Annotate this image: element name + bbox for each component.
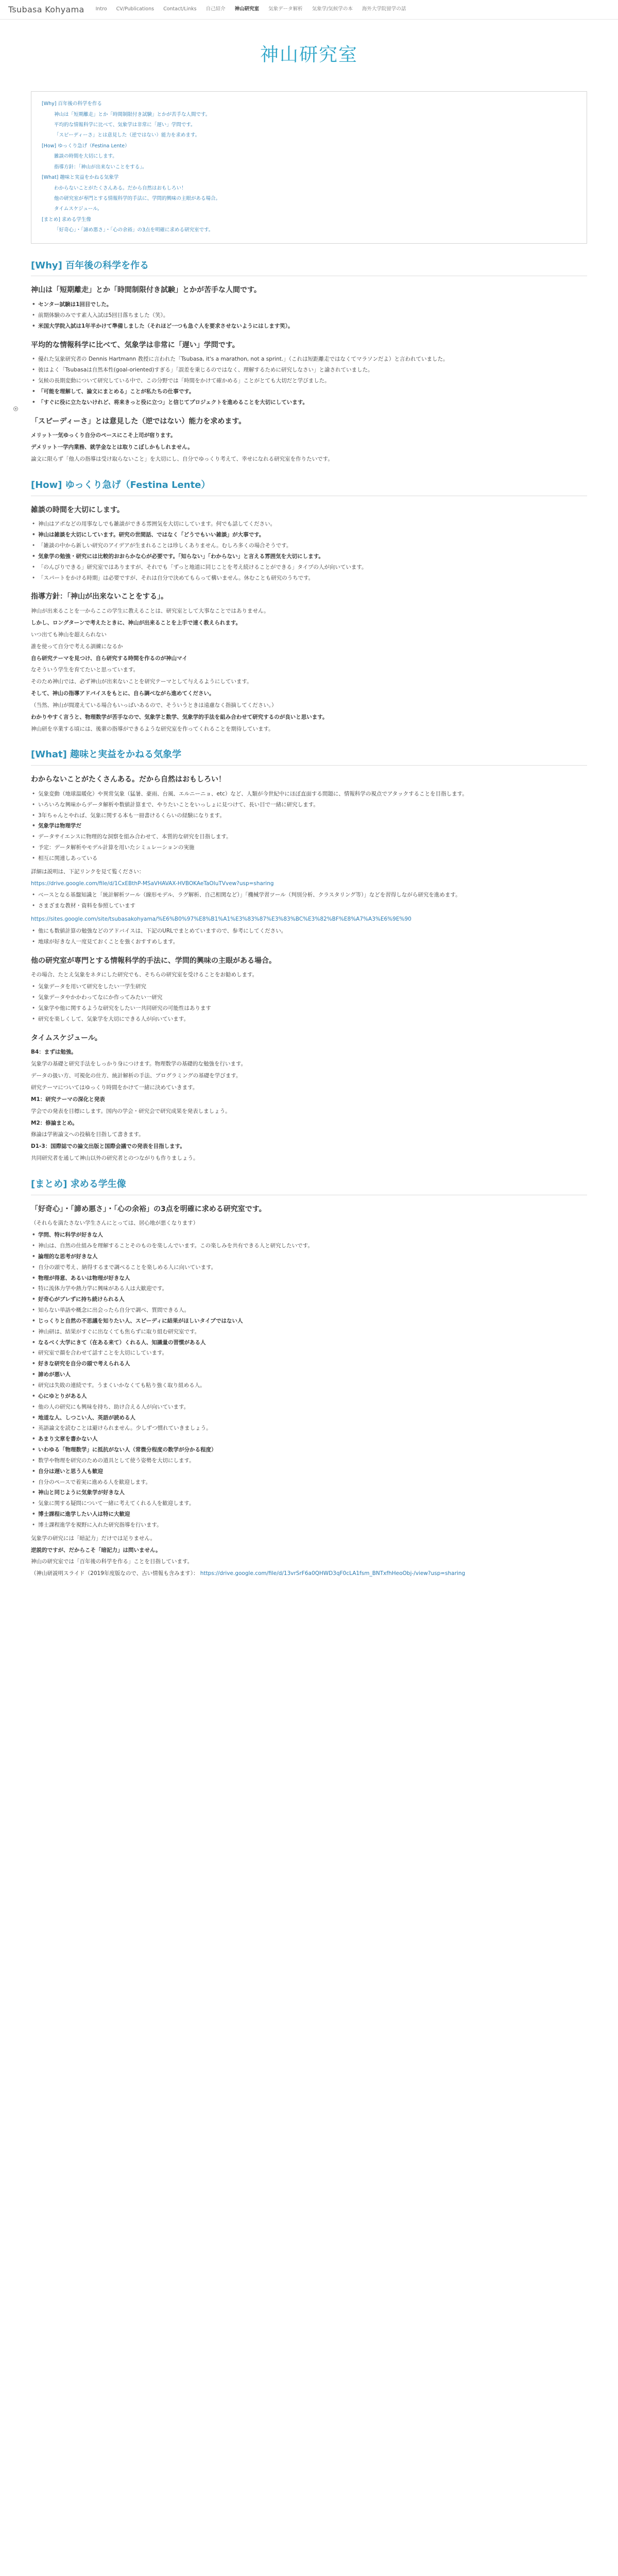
paragraph: 修論は学術論文への投稿を目指して書きます。 [31,1131,144,1138]
toc-item [42,215,576,225]
toc-item [42,110,576,120]
paragraph: 誰を使って自分で考える訓練になるか [31,643,123,650]
nav-cv-publications[interactable]: CV/Publications [116,6,154,12]
why-s3-lines [31,431,587,464]
why-s2-heading: 平均的な情報科学に比べて、気象学は非常に「遅い」学問です。 [31,341,239,349]
paragraph: 逆説的ですが、だからこそ「暗記力」は問いません。 [31,1547,161,1553]
main-nav [96,5,406,13]
list-item: • じっくりと自然の不思議を知りたい人、スピーディに結果がほしいタイプではない人 [31,1317,587,1326]
list-item: • 学問、特に科学が好きな人 [31,1231,587,1240]
paragraph: なそういう学生を育てたいと思っています。 [31,667,139,673]
paragraph: いつ出ても神山を超えられない [31,631,107,638]
paragraph: 研究テーマについてはゆっくり時間をかけて一緒に決めていきます。 [31,1084,198,1091]
paragraph: （当然、神山が間違えている場合もいっぱいあるので、そういうときは遠慮なく指摘してください。） [31,702,277,708]
toc-item [42,162,576,173]
list-item: • 気象学は物理学だ [31,822,587,831]
paragraph: しかし、ロングターンで考えたときに、神山が出来ることを上手で速く教えられます。 [31,620,242,626]
how-s1-list [31,520,587,583]
toc-link[interactable]: [How] ゆっくり急げ（Festina Lente） [42,143,130,149]
footer-caption: （神山研説明スライド（2019年度版なので、古い情報も含みます）： [31,1570,199,1577]
list-item: • 3年ちゃんとやれば、気象に関する本も一冊書けるくらいの経験になります。 [31,811,587,821]
site-title[interactable]: Tsubasa Kohyama [8,4,84,14]
table-of-contents [31,91,587,243]
list-item: • 彼はよく「Tsubasaは自然本性(goal-oriented)すぎる」「誤差を乗じるのではなく、理解するために研究しなさい」と諭されていました。 [31,366,587,375]
toc-item [42,151,576,162]
why-s1-heading: 神山は「短期離走」とか「時間制限付き試験」とかが苦手な人間です。 [31,286,261,295]
list-item: • 神山はアポなどの用事なしでも雑談ができる雰囲気を大切にしています。何でも話してください。 [31,520,587,529]
section-what-heading: [What] 趣味と実益をかねる気象学 [31,747,587,766]
list-item: • ベースとなる基盤知識と「統計解析ツール（線形モデル、ラグ解析、自己相関など）」「機械学習ツール（判別分析、クラスタリング等）」などを習得しながら研究を進めます。 [31,891,587,900]
list-item: • 好奇心がブレずに持ち続けられる人 [31,1295,587,1304]
toc-link[interactable]: わからないことがたくさんある。だから自然はおもしろい！ [54,185,186,191]
list-item: • 気象学の勉強・研究には比較的おおらかな心が必要です。「知らない」「わからない」と言える雰囲気を大切にします。 [31,552,587,562]
how-s1-heading: 雑談の時間を大切にします。 [31,505,124,514]
list-item: • 研究は失敗の連続です。うまくいかなくても粘り強く取り組める人。 [31,1381,587,1391]
main-content [31,91,587,1586]
footer-slides-link[interactable]: https://drive.google.com/file/d/13vrSrF6a0QHWD3qF0cLA1fsm_BNTxfhHeoObj-/view?usp=sharing [200,1570,466,1577]
toc-link[interactable]: [Why] 百年後の科学を作る [42,101,102,107]
paragraph: デメリット一学内業務、就学金なとは取りこぼしかもしれません。 [31,444,193,451]
list-item: • 論理的な思考が好きな人 [31,1252,587,1262]
list-item: • なるべく大学にきて（在ある来て）くれる人、知識量の習慣がある人 [31,1338,587,1348]
paragraph: 気象学の基礎と研究手法をしっかり身につけます。物理数学の基礎的な勉強を行います。 [31,1061,247,1067]
what-s1-list2 [31,891,587,911]
list-item: • 好きな研究を自分の頭で考えられる人 [31,1360,587,1369]
page-title: 神山研究室 [260,44,358,65]
toc-item [42,130,576,141]
section-why-heading: [Why] 百年後の科学を作る [31,258,587,277]
toc-item [42,99,576,109]
what-s1-list [31,790,587,863]
paragraph: 神山の研究室では「百年後の科学を作る」ことを目指しています。 [31,1558,193,1565]
slides-link[interactable]: https://drive.google.com/file/d/1CxEBthP-MSaVHAVAX-HVBOKAeTaOIuTVvew?usp=sharing [31,880,274,887]
list-item: • 神山と同じように気象学が好きな人 [31,1488,587,1498]
toc-item [42,173,576,183]
list-item: • 知らない単語や概念に出会ったら自分で調べ、質問できる人。 [31,1306,587,1315]
why-s3-heading: 「スピーディーさ」とは意見した（逆ではない）能力を求めます。 [31,417,246,426]
list-item: • 英語論文を読むことは避けられません。少しずつ慣れていきましょう。 [31,1424,587,1433]
list-item: • 他にも数値計算の勉強などのアドバイスは、下記のURLでまとめていますので、参考にしてください。 [31,927,587,936]
summary-intro: （それらを満たさない学生さんにとっては、居心地が悪くなります） [31,1220,199,1227]
list-item: • データサイエンスに物理的な洞察を組み合わせて、本質的な研究を目指します。 [31,833,587,842]
circle-marker-icon [13,406,18,411]
list-item: • 予定：データ解析やモデル計算を用いたシミュレーションの実施 [31,843,587,853]
toc-link[interactable]: 神山は「短期離走」とか「時間制限付き試験」とかが苦手な人間です。 [54,111,211,117]
paragraph: 自ら研究テーマを見つけ、自ら研究する時間を作るのが神山マイ [31,655,187,662]
list-item: • 諦めが悪い人 [31,1370,587,1380]
list-item: • 心にゆとりがある人 [31,1392,587,1401]
what-s3-lines [31,1048,587,1163]
why-s2-list [31,355,587,407]
list-item: • 特に流体力学や熱力学に興味がある人は大歓迎です。 [31,1284,587,1294]
list-item: • 気候の長期変動について研究している中で、この分野では「時間をかけて確かめる」ことがとても大切だと学びました。 [31,377,587,386]
list-item: • 優れた気象研究者の Dennis Hartmann 教授に言われた「Tsubasa, it's a marathon, not a sprint.」（これは短距離走ではなくてマラソンだよ）と言われていました。 [31,355,587,364]
toc-link[interactable]: [What] 趣味と実益をかねる気象学 [42,175,119,181]
list-item: • 「すぐに役に立たないけれど、将来きっと役に立つ」と信じてプロジェクトを進めることを大切にしています。 [31,398,587,408]
nav-books[interactable]: 気象学/気候学の本 [312,6,353,12]
paragraph: そして、神山の指導アドバイスをもとに、自ら調べながら進めてください。 [31,690,215,697]
toc-link[interactable]: 平均的な情報科学に比べて、気象学は非常に「遅い」学問です。 [54,122,196,128]
paragraph: 神山研を卒業する頃には、後輩の指導ができるような研究室を作ってくれることを期待しています。 [31,725,274,732]
list-item: • 研究室で顔を合わせて話すことを大切にしています。 [31,1349,587,1358]
toc-item [42,120,576,130]
paragraph: D1-3：国際誌での論文出版と国際会議での発表を目指します。 [31,1143,185,1150]
paragraph: 気象学の研究には「暗記力」だけでは足りません。 [31,1535,156,1541]
what-s2-heading: 他の研究室が専門とする情報科学的手法に、学問的興味の主眼がある場合。 [31,956,276,965]
what-link-caption: 詳細は説明は、下記リンクを見て覧ください： [31,868,145,875]
hero [0,20,618,91]
what-s3-heading: タイムスケジュール。 [31,1033,102,1042]
list-item: • 数学や物理を研究のための道具として使う姿勢を大切にします。 [31,1456,587,1466]
summary-footer [31,1569,587,1579]
list-item: • 気象学や他に関するような研究をしたい一共同研究の可能性はあります [31,1004,587,1013]
nav-lab[interactable]: 神山研究室 [234,6,260,12]
list-item: • 気象変動（地球温暖化）や異常気象（猛暑、豪雨、台風、エルニーニョ、etc）など、人類が今世紀中にほぼ直面する問題に、情報科学の視点でアタックすることを目指します。 [31,790,587,799]
toc-link[interactable]: 他の研究室が専門とする情報科学的手法に、学問的興味の主眼がある場合。 [54,195,221,201]
paragraph: M1：研究テーマの深化と発表 [31,1096,105,1103]
list-item: • 地道な人、しつこい人、英語が読める人 [31,1414,587,1423]
list-item: • 研究を楽しくして、気象学を大切にできる人が向いています。 [31,1015,587,1024]
list-item: • いわゆる「物理数学」に抵抗がない人（常微分程度の数学が分かる程度） [31,1446,587,1455]
nav-self-intro[interactable]: 自己紹介 [205,6,226,12]
toc-link[interactable]: 雑談の時間を大切にします。 [54,154,117,160]
list-item: • あまり文章を書かない人 [31,1435,587,1444]
nav-intro[interactable]: Intro [95,6,107,12]
paragraph: メリット一気ゆっくり自分のペースにこそ上司が宿ります。 [31,432,176,439]
toc-item [42,194,576,204]
weather-data-link[interactable]: https://sites.google.com/site/tsubasakohyama/%E6%B0%97%E8%B1%A1%E3%83%87%E3%83%BC%E3%82%BF%E8%A7%A3%E6%9E%90 [31,916,411,923]
list-item: • 物理が得意、あるいは物理が好きな人 [31,1274,587,1283]
toc-link[interactable]: [まとめ] 求める学生像 [42,216,91,223]
paragraph: 学会での発表を目標にします。国内の学会・研究会で研究成果を発表しましょう。 [31,1108,231,1114]
paragraph: B4：まずは勉強。 [31,1049,77,1056]
toc-item [42,204,576,214]
toc-item [42,183,576,194]
list-item: • 博士課程に進学したい人は特に大歓迎 [31,1510,587,1519]
list-item: • 神山は雑談を大切にしています。研究の世間話、ではなく「どうでもいい雑談」が大事です。 [31,531,587,540]
list-item: • 気象データを用いて研究をしたい一学生研究 [31,982,587,992]
summary-s1-heading: 「好奇心」・「諦め悪さ」・「心の余裕」の3点を明確に求める研究室です。 [31,1205,266,1213]
toc-item [42,225,576,235]
what-s1-after [31,927,587,947]
paragraph: そのため神山では、必ず神山が出来ないことを研究テーマとして与えるようにしています。 [31,679,252,685]
list-item: • 気象に関する疑問について一緒に考えてくれる人を歓迎します。 [31,1499,587,1509]
summary-closing [31,1534,587,1567]
list-item: • 相互に関連しあっている [31,854,587,863]
toc-link[interactable]: 指導方針：「神山が出来ないことをする」。 [54,164,147,170]
what-s2-intro: その場合、たとえ気象をネタにした研究でも、そちらの研究室を受けることをお勧めします。 [31,972,258,978]
list-item: • 「のんびりできる」研究室ではありますが、それでも「ずっと地道に同じことを考え続けることができる」タイプの人が向いています。 [31,563,587,572]
list-item: • 自分の頭で考え、納得するまで調べることを楽しめる人に向いています。 [31,1263,587,1273]
list-item: • 米国大学院入試は1年半かけて準備しました（それほど一つも急ぐ人を要求させないようにはします笑）。 [31,322,587,331]
list-item: • さまざまな教材・資料を参照しています [31,902,587,911]
toc-item [42,141,576,151]
list-item: • いろいろな興味からデータ解析や数値計算まで、やりたいことをいっしょに見つけて、長い目で一緒に研究します。 [31,801,587,810]
top-bar [0,0,618,20]
paragraph: 神山が出来ることを一からここの学生に教えることは、研究室として大事なことではありません。 [31,608,269,615]
section-how-heading: [How] ゆっくり急げ（Festina Lente） [31,478,587,496]
list-item: • 神山は、自然の仕組みを理解することそのものを楽しんでいます。この楽しみを共有できる人と研究したいです。 [31,1242,587,1251]
what-s1-heading: わからないことがたくさんある。だから自然はおもしろい！ [31,775,226,784]
paragraph: データの扱い方、可視化の仕方、統計解析の手法、プログラミングの基礎を学びます。 [31,1073,242,1079]
how-s2-lines [31,607,587,734]
paragraph: M2：修論まとめ。 [31,1120,78,1126]
list-item: • 自分は遅いと思う人も歓迎 [31,1467,587,1477]
what-s2-list [31,982,587,1024]
list-item: • 地球が好きな人一度見ておくことを強くおすすめします。 [31,938,587,947]
how-s2-heading: 指導方針：「神山が出来ないことをする」。 [31,592,168,601]
list-item: • センター試験は1回目でした。 [31,300,587,310]
list-item: • 前期体験のみです素人入試は5回目落ちました（笑）。 [31,311,587,320]
toc-link[interactable]: 「好奇心」・「諦め悪さ」・「心の余裕」の3点を明確に求める研究室です。 [54,227,214,233]
nav-contact-links[interactable]: Contact/Links [163,6,197,12]
nav-study-abroad[interactable]: 海外大学院留学の話 [362,6,406,12]
list-item: • 「可能を理解して、論文にまとめる」ことが私たちの仕事です。 [31,387,587,397]
nav-weather-data[interactable]: 気象データ解析 [268,6,303,12]
why-s1-list [31,300,587,331]
list-item: • 博士課程進学を視野に入れた研究指導を行います。 [31,1521,587,1530]
paragraph: わかりやすく言うと、物理数学が苦手なので、気象学と数学、気象学的手法を組み合わせて研究するのが良いと思います。 [31,714,328,720]
paragraph: 論文に限らず「他人の指導は受け取らないこと」を大切にし、自分でゆっくり考えて、幸せになれる研究室を作りたいです。 [31,456,333,463]
list-item: • 「雑談の中から新しい研究のアイデアが生まれることは珍しくありません。むしろ多くの場合そうです。 [31,541,587,551]
list-item: • 気象データやかかわってなにか作ってみたい一研究 [31,993,587,1003]
summary-list [31,1231,587,1530]
section-summary-heading: [まとめ] 求める学生像 [31,1177,587,1195]
list-item: • 自分のペースで着実に進める人を歓迎します。 [31,1478,587,1487]
list-item: • 他の人の研究にも興味を持ち、助け合える人が向いています。 [31,1403,587,1412]
toc-link[interactable]: 「スピーディーさ」とは意見した（逆ではない）能力を求めます。 [54,132,200,139]
toc-link[interactable]: タイムスケジュール。 [54,206,102,212]
list-item: • 「スパートをかける時期」は必要ですが、それは自分で決めてもらって構いません。休むことも研究のうちです。 [31,574,587,583]
list-item: • 神山研は、結果がすぐに出なくても焦らずに取り組む研究室です。 [31,1328,587,1337]
paragraph: 共同研究者を通して神山以外の研究者とのつながりも作りましょう。 [31,1155,199,1162]
